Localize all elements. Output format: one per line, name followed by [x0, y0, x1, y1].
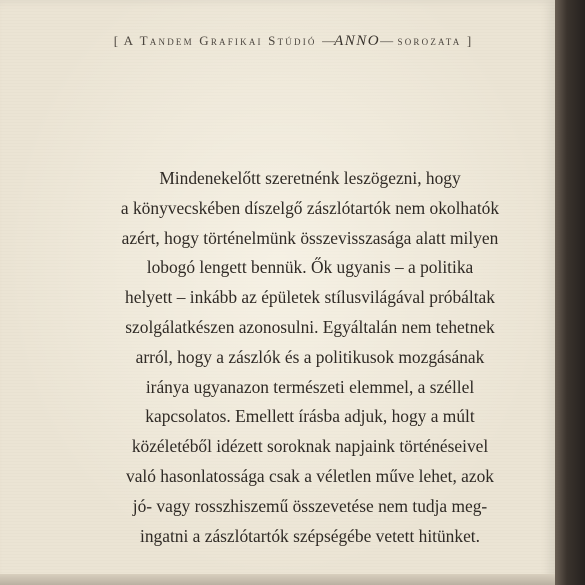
body-paragraph	[80, 164, 540, 551]
body-line: való hasonlatossága csak a véletlen műve lehet, azok	[126, 465, 494, 486]
series-bracket-close: ]	[466, 33, 472, 48]
series-bracket-open: [	[113, 33, 119, 48]
body-line: szolgálatkészen azonosulni. Egyáltalán nem tehetnek	[125, 316, 495, 337]
body-line: lobogó lengett bennük. Ők ugyanis – a politika	[146, 257, 474, 278]
page-edge-right	[555, 0, 585, 585]
body-line: iránya ugyanazon természeti elemmel, a széllel	[145, 376, 475, 397]
body-line: arról, hogy a zászlók és a politikusok mozgásának	[135, 346, 485, 367]
body-line: azért, hogy történelmünk összevisszasága alatt milyen	[121, 227, 499, 248]
series-header	[0, 33, 585, 50]
series-dash-right: —	[380, 33, 393, 48]
body-line: kapcsolatos. Emellett írásba adjuk, hogy a múlt	[145, 406, 475, 427]
body-line: ingatni a zászlótartók szépségébe vetett hitünket.	[140, 525, 480, 546]
series-name: ANNO	[334, 33, 381, 49]
body-line: jó- vagy rosszhiszemű összevetése nem tudja meg-	[132, 495, 488, 516]
body-line: közéletéből idézett soroknak napjaink történéseivel	[131, 436, 489, 457]
page-edge-bottom	[0, 574, 555, 585]
body-line: Mindenekelőtt szeretnénk leszögezni, hogy	[159, 168, 461, 188]
body-line: a könyvecskében díszelgő zászlótartók nem okolhatók	[120, 197, 500, 218]
series-dash-left: —	[322, 33, 335, 48]
series-suffix: sorozata	[397, 33, 462, 48]
series-publisher: A Tandem Grafikai Stúdió	[123, 33, 317, 48]
body-line: helyett – inkább az épületek stílusvilágával próbáltak	[125, 287, 495, 308]
